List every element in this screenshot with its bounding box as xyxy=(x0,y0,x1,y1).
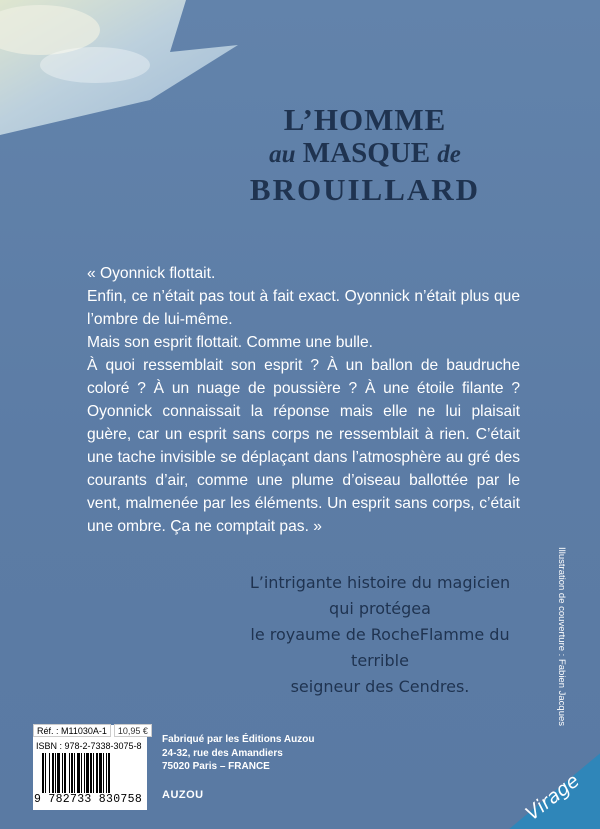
excerpt-paragraph: À quoi ressemblait son esprit ? À un ballon de baudruche coloré ? À un nuage de poussière ? À une étoile filante ? Oyonnick connaissait la réponse mais elle ne lui plaisait guère, car un esprit sans corps ne ressemblait à rien. C’était une tache invisible se déplaçant dans l’atmosphère au gré des courants d’air, comme une plume d’oiseau ballottée par le vent, malmenée par les éléments. Un esprit sans corps, c’était une ombre. Ça ne comptait pas. » xyxy=(87,357,520,535)
blurb-text xyxy=(240,570,520,700)
publisher-info xyxy=(162,733,314,774)
virage-collection-banner xyxy=(470,725,600,829)
publisher-line: Fabriqué par les Éditions Auzou xyxy=(162,734,315,745)
reference-row xyxy=(33,724,152,737)
price-label: 10,95 € xyxy=(114,724,152,737)
book-title xyxy=(245,104,485,205)
blurb-line: seigneur des Cendres. xyxy=(290,677,470,696)
excerpt-text xyxy=(87,262,520,538)
excerpt-paragraph: Mais son esprit flottait. Comme une bulle. xyxy=(87,334,374,351)
barcode-digits: 9 782733 830758 xyxy=(34,793,143,806)
excerpt-paragraph: Enfin, ce n’était pas tout à fait exact. Oyonnick n’était plus que l’ombre de lui-même. xyxy=(87,288,520,328)
blurb-line: L’intrigante histoire du magicien qui protégea xyxy=(249,573,511,618)
title-line-3: BROUILLARD xyxy=(249,172,481,207)
publisher-logo: AUZOU xyxy=(162,789,204,801)
reference-code: Réf. : M11030A-1 xyxy=(33,724,111,737)
barcode-graphic xyxy=(42,753,142,793)
publisher-line: 75020 Paris – FRANCE xyxy=(162,761,270,772)
illustration-credit: Illustration de couverture : Fabien Jacques xyxy=(556,547,567,727)
isbn-label: ISBN : 978-2-7338-3075-8 xyxy=(36,741,142,751)
blurb-line: le royaume de RocheFlamme du terrible xyxy=(250,625,510,670)
title-line-1: L’HOMME xyxy=(283,102,447,137)
publisher-line: 24-32, rue des Amandiers xyxy=(162,747,283,759)
title-line-2: au MASQUE de xyxy=(269,137,461,169)
collection-name: Virage xyxy=(521,769,584,825)
excerpt-paragraph: « Oyonnick flottait. xyxy=(87,265,216,282)
